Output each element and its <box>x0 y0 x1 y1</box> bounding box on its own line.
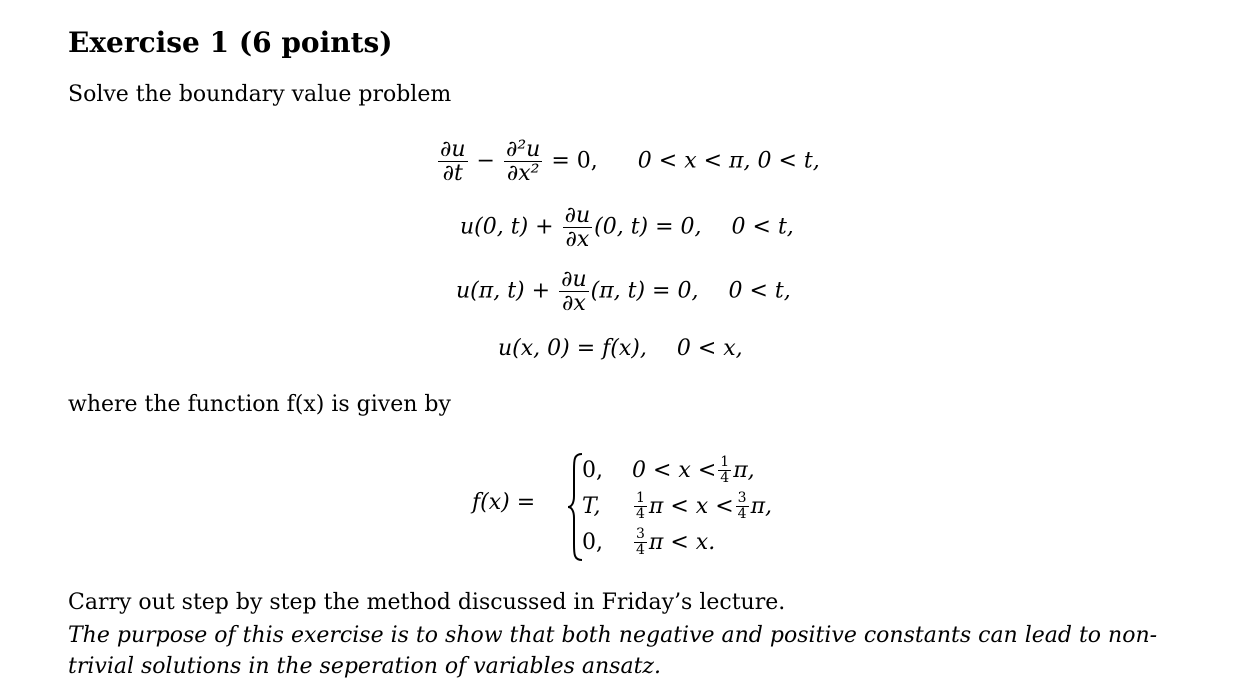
piecewise-cases <box>582 452 772 560</box>
du-dx-fraction-left: $\frac{\partial u}{\partial x}$ <box>564 203 591 253</box>
d2u-dx2-fraction: $\frac{\text{∂²u}}{\text{∂x²}}$ <box>505 137 541 187</box>
case-row-2: T, $\frac{1}{4}$ π < x < $\frac{3}{4}$ π, <box>582 489 773 522</box>
initial-condition <box>498 336 743 361</box>
purpose-text: The purpose of this exercise is to show that both negative and positive constants can lead to non-trivial solutions in the seperation of variables ansatz. <box>68 623 1158 679</box>
case-row-1: 0, 0 < x < $\frac{1}{4}$ π, <box>582 453 755 486</box>
exercise-title: Exercise 1 (6 points) <box>68 26 393 59</box>
where-text: where the function f(x) is given by <box>68 392 451 417</box>
bc-right-domain: 0 < t, <box>728 278 791 304</box>
bc-left-arg: (0, t) = 0, <box>594 214 702 240</box>
ic-lhs: u(x, 0) = f(x), <box>498 336 647 361</box>
du-dx-fraction-right: $\frac{\partial u}{\partial x}$ <box>561 267 587 317</box>
ic-domain: 0 < x, <box>676 336 743 361</box>
pde-rhs: = 0, <box>551 148 598 174</box>
instruction-text: Carry out step by step the method discussed in Friday’s lecture. <box>68 590 786 615</box>
bc-right-lhs: u(π, t) + <box>456 278 551 304</box>
bc-left-lhs: u(0, t) + <box>460 214 554 240</box>
bc-right-arg: (π, t) = 0, <box>590 278 699 304</box>
piecewise-lhs: f(x) = <box>472 490 536 515</box>
case-row-3: 0, $\frac{3}{4}$ π < x. <box>582 525 716 558</box>
right-boundary-condition <box>456 268 791 315</box>
du-dt-fraction: $\frac{\partial u}{\partial t}$ <box>440 137 466 187</box>
intro-text: Solve the boundary value problem <box>68 82 452 107</box>
pde-domain: 0 < x < π, 0 < t, <box>637 148 820 174</box>
pde-equation <box>436 138 820 185</box>
left-boundary-condition <box>460 204 794 251</box>
bc-left-domain: 0 < t, <box>731 214 794 240</box>
minus-sign: − <box>476 148 495 174</box>
